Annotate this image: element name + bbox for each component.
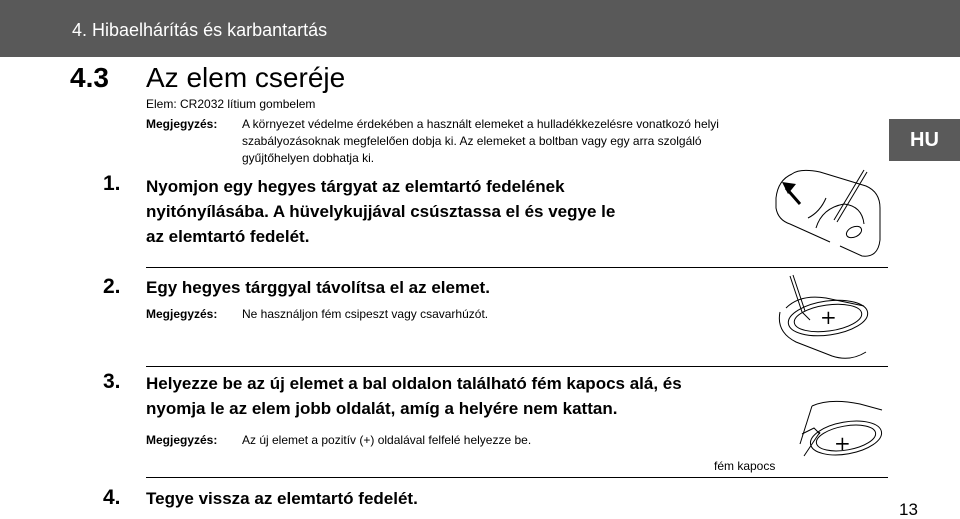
note-label: Megjegyzés: [146,117,218,131]
step-line: Tegye vissza az elemtartó fedelét. [146,489,418,508]
step-line: Nyomjon egy hegyes tárgyat az elemtartó fedelének [146,177,565,196]
step-3-note-label: Megjegyzés: [146,433,218,447]
step-line: az elemtartó fedelét. [146,227,310,246]
positive-symbol: + [820,305,837,329]
step-3-note: Az új elemet a pozitív (+) oldalával felfelé helyezze be. [242,433,532,447]
disposal-note [242,116,719,167]
step-line: Egy hegyes tárggyal távolítsa el az elemet. [146,278,490,297]
step-3-number: 3. [103,370,121,393]
section-title: Az elem cseréje [146,62,346,93]
step-divider [146,477,888,478]
step-line: nyitónyílásába. A hüvelykujjával csúsztassa el és vegye le [146,202,616,221]
note-line: gyűjtőhelyen dobhatja ki. [242,151,375,165]
section-number: 4.3 [70,62,109,93]
step-divider [146,267,888,268]
chapter-title: 4. Hibaelhárítás és karbantartás [72,20,328,40]
step-3-text [146,371,682,421]
battery-cover-removal-illustration [770,168,890,262]
step-1-text [146,174,615,249]
metal-clip-label: fém kapocs [714,459,776,473]
step-2-note-label: Megjegyzés: [146,307,218,321]
note-line: A környezet védelme érdekében a használt elemeket a hulladékkezelésre vonatkozó helyi [242,117,719,131]
header-bar [0,0,960,57]
language-tab: HU [889,119,960,161]
step-2-text [146,275,490,300]
step-line: Helyezze be az új elemet a bal oldalon található fém kapocs alá, és [146,374,682,393]
step-2-note: Ne használjon fém csipeszt vagy csavarhúzót. [242,307,489,321]
step-4-number: 4. [103,486,121,509]
note-line: szabályozásoknak megfelelően dobja ki. Az elemeket a boltban vagy egy arra szolgáló [242,134,702,148]
step-4-text [146,486,418,511]
positive-symbol: + [834,431,851,455]
battery-removal-illustration [776,272,890,364]
battery-spec: Elem: CR2032 lítium gombelem [146,97,316,111]
page-number: 13 [899,500,918,519]
step-1-number: 1. [103,172,121,195]
step-divider [146,366,888,367]
step-2-number: 2. [103,275,121,298]
step-line: nyomja le az elem jobb oldalát, amíg a helyére nem kattan. [146,399,618,418]
battery-insertion-illustration [790,394,890,466]
